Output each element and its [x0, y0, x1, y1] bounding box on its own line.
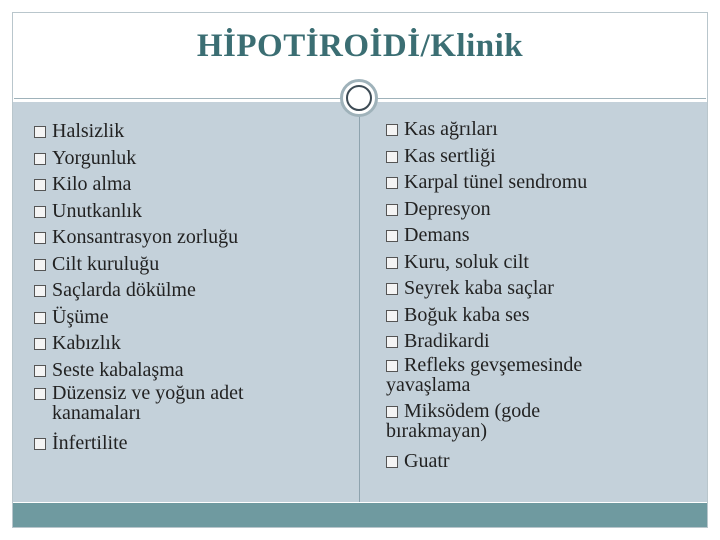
list-item: [34, 383, 302, 430]
bullet-box-icon: [386, 283, 398, 295]
list-item: [34, 430, 352, 457]
bullet-box-icon: [386, 360, 398, 372]
list-item-text: Unutkanlık: [52, 199, 142, 222]
list-item-text: Refleks gevşemesinde yavaşlama: [386, 353, 583, 396]
bullet-box-icon: [34, 126, 46, 138]
list-item: [386, 196, 706, 223]
list-item: [34, 118, 352, 145]
list-item: [34, 304, 352, 331]
circle-inner-ring: [346, 85, 372, 111]
list-item-text: Konsantrasyon zorluğu: [52, 226, 239, 248]
list-item-text: Demans: [404, 224, 470, 246]
bullet-box-icon: [34, 206, 46, 218]
list-item: [34, 251, 352, 278]
bullet-box-icon: [386, 177, 398, 189]
list-item: [386, 401, 586, 448]
list-item-text: Cilt kuruluğu: [52, 252, 160, 275]
column-divider: [359, 102, 360, 502]
bullet-box-icon: [386, 336, 398, 348]
list-item: [386, 249, 706, 276]
list-item-text: Seste kabalaşma: [52, 358, 184, 381]
slide-title: HİPOTİROİDİ/Klinik: [196, 28, 524, 64]
list-item: [386, 222, 706, 249]
bullet-box-icon: [386, 151, 398, 163]
bullet-box-icon: [34, 438, 46, 450]
bullet-box-icon: [34, 153, 46, 165]
bullet-box-icon: [34, 365, 46, 377]
list-item: [34, 198, 352, 225]
list-item: [386, 275, 706, 302]
list-item-text: Düzensiz ve yoğun adet kanamaları: [52, 382, 244, 424]
bullet-box-icon: [386, 456, 398, 468]
list-item: [34, 357, 352, 384]
list-item-text: Yorgunluk: [52, 146, 137, 169]
list-item-text: Kilo alma: [52, 173, 132, 195]
list-item-text: Üşüme: [52, 305, 109, 328]
list-item: [386, 143, 706, 170]
bullet-box-icon: [386, 406, 398, 418]
list-item: [386, 169, 706, 196]
bullet-box-icon: [34, 285, 46, 297]
list-item: [34, 171, 352, 198]
list-item-text: Kas ağrıları: [404, 118, 498, 140]
list-item: [34, 330, 352, 357]
list-item: [34, 224, 352, 251]
list-item-text: İnfertilite: [52, 431, 128, 454]
list-item-text: Halsizlik: [52, 120, 125, 142]
list-item: [386, 302, 706, 329]
bullet-box-icon: [34, 338, 46, 350]
list-item-text: Kuru, soluk cilt: [404, 250, 529, 273]
list-item-text: Karpal tünel sendromu: [404, 171, 588, 193]
bullet-box-icon: [386, 310, 398, 322]
list-item-text: Seyrek kaba saçlar: [404, 277, 554, 299]
list-item-text: Saçlarda dökülme: [52, 279, 196, 301]
left-symptom-list: [34, 118, 352, 456]
list-item-text: Bradikardi: [404, 330, 490, 352]
list-item-text: Kas sertliği: [404, 144, 496, 167]
list-item-text: Boğuk kaba ses: [404, 303, 530, 326]
list-item: [34, 277, 352, 304]
bullet-box-icon: [386, 257, 398, 269]
bullet-box-icon: [34, 388, 46, 400]
list-item-text: Depresyon: [404, 197, 491, 220]
bullet-box-icon: [386, 204, 398, 216]
bullet-box-icon: [386, 124, 398, 136]
right-symptom-list: [386, 116, 706, 474]
list-item-text: Kabızlık: [52, 332, 121, 354]
bullet-box-icon: [34, 312, 46, 324]
bottom-accent-bar: [13, 503, 707, 527]
list-item: [386, 328, 706, 355]
bullet-box-icon: [386, 230, 398, 242]
list-item-text: Guatr: [404, 449, 450, 472]
list-item: [34, 145, 352, 172]
list-item: [386, 355, 636, 402]
list-item: [386, 116, 706, 143]
list-item: [386, 448, 706, 475]
list-item-text: Miksödem (gode bırakmayan): [386, 400, 541, 442]
bullet-box-icon: [34, 259, 46, 271]
bullet-box-icon: [34, 179, 46, 191]
bullet-box-icon: [34, 232, 46, 244]
